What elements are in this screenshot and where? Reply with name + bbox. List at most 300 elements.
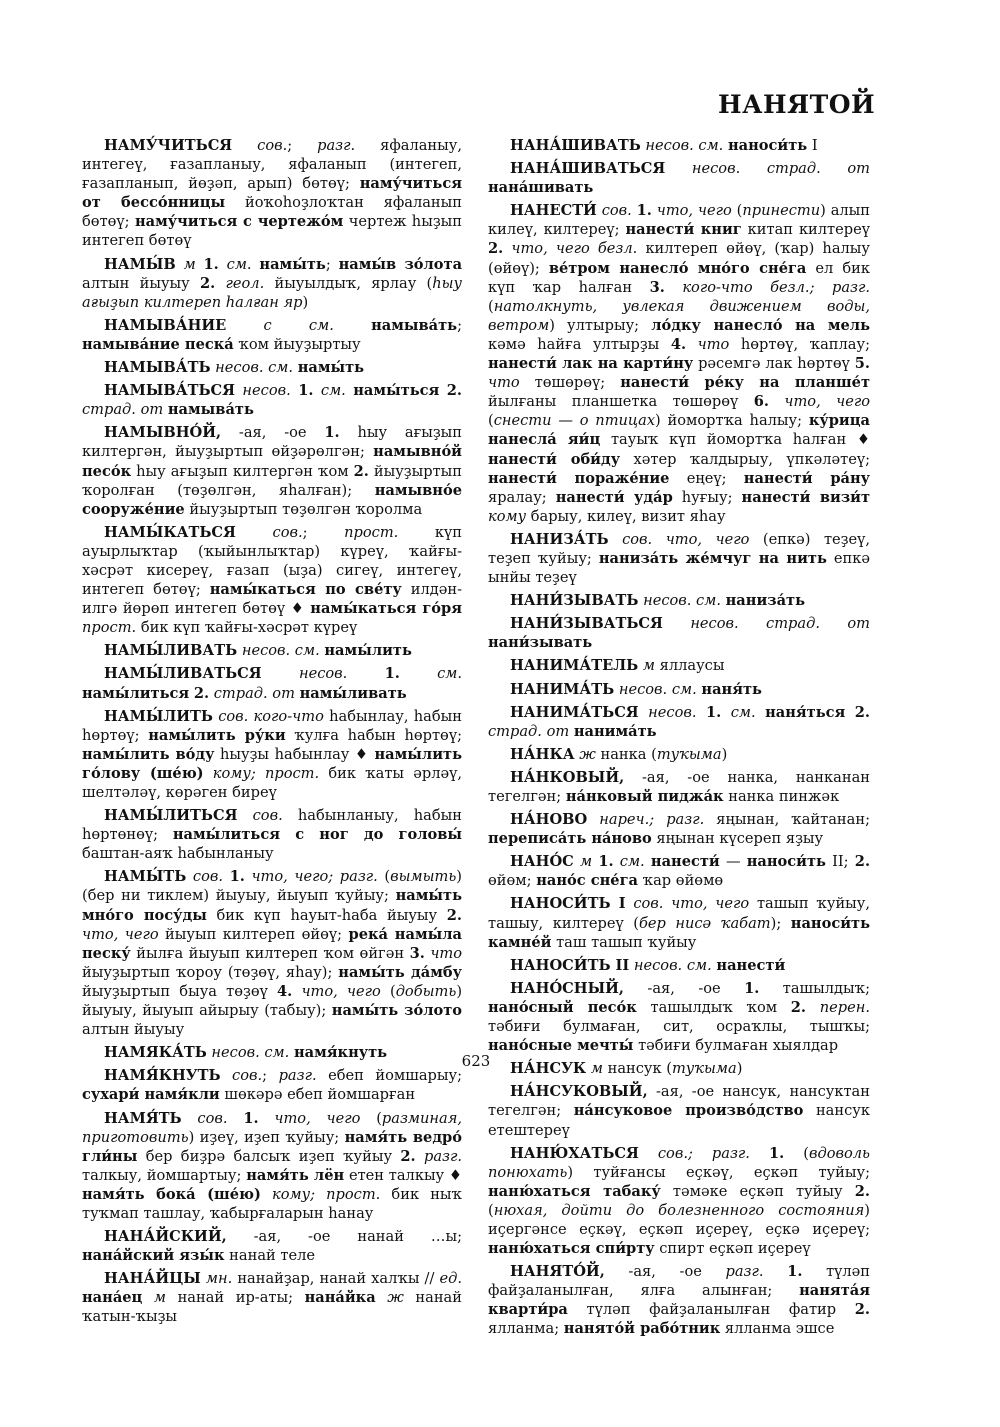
entry-text: ел бик күп ҡар һалған — [488, 259, 870, 296]
dictionary-entry — [82, 1043, 462, 1062]
dictionary-entry — [488, 810, 870, 848]
bold-phrase: 2. — [446, 382, 462, 400]
entry-text — [806, 999, 820, 1016]
entry-text: йыуҙыртып ҡороу (төҙөү, яһау); — [82, 963, 339, 981]
bold-phrase: нана́ец — [82, 1289, 143, 1307]
entry-headword: НА́НСУКОВЫЙ, — [510, 1083, 648, 1101]
italic-label: кого-что безл.; разг. — [682, 278, 871, 296]
entry-text: ташылдыҡ; — [759, 979, 870, 997]
entry-text: яралау; — [488, 488, 556, 506]
entry-text: ) йомортҡа һалыу; — [655, 412, 809, 430]
italic-label: разг. — [423, 1147, 463, 1165]
bold-phrase: наня́ться — [765, 703, 846, 721]
bold-phrase: 1. — [636, 202, 652, 220]
entry-text: һыу ағыҙып килтергән ҡом — [131, 462, 354, 480]
italic-label: несов. страд. от — [691, 160, 870, 178]
bold-phrase: намы́литься — [82, 684, 190, 702]
bold-phrase: 1. — [298, 382, 314, 400]
entry-headword: НА́НОВО — [510, 811, 588, 829]
entry-text — [686, 336, 698, 353]
bold-phrase: нано́сный песо́к — [488, 998, 637, 1016]
italic-label: вдоволь понюхать — [488, 1144, 871, 1181]
entry-text: нанай ир-аты; — [166, 1289, 305, 1307]
entry-text — [764, 1263, 788, 1280]
entry-text — [756, 704, 765, 721]
entry-headword: НАМЫВА́НИЕ — [104, 316, 227, 334]
italic-label: несов. страд. от — [690, 615, 870, 633]
entry-headword: НАНА́ЙСКИЙ, — [104, 1228, 227, 1246]
bold-phrase: на́нсуковое произво́дство — [573, 1102, 804, 1120]
entry-text: бер биҙрә балсыҡ иҙеп ҡуйыу — [137, 1147, 401, 1165]
entry-text: ; — [302, 523, 345, 541]
bold-phrase: 1. — [705, 703, 722, 721]
entry-text: -ая, -ое нанка, нанканан тегелгән; — [488, 768, 870, 805]
bold-phrase: ло́дку нанесло́ на мель — [651, 316, 870, 334]
entry-headword: НАНИМА́ТЬ — [510, 680, 615, 698]
entry-text — [313, 382, 320, 399]
entry-text: нанка пинжәк — [723, 788, 840, 805]
italic-label: ж — [387, 1289, 404, 1307]
entry-text: ) туйғансы еҫкәү, еҫкәп туйыу; — [567, 1163, 870, 1181]
entry-text: һыуҙы һабынлау ♦ — [214, 745, 375, 763]
entry-headword: НА́НСУК — [510, 1060, 587, 1078]
entry-text: барыу, килеү, визит яһау — [526, 507, 726, 525]
italic-label: сов. кого-что — [218, 707, 324, 725]
italic-label: добыть — [395, 982, 457, 1000]
entry-text: йыуҙыртып төҙөлгән ҡоролма — [184, 500, 423, 518]
entry-headword: НАНО́СНЫЙ, — [510, 979, 624, 997]
entry-text: күп ауырлыҡтар (ҡыйынлыҡтар) күреү, ҡайғы-хәсрәт кисереү, ғазап (ыҙа) сигеү, интегеү, интегеп бөтөү; — [82, 523, 462, 599]
italic-label: страд. от — [488, 722, 570, 740]
bold-phrase: намы́каться го́ря — [310, 600, 462, 618]
entry-text — [376, 1289, 388, 1306]
entry-text: ялланма эшсе — [720, 1320, 835, 1338]
entry-text: еңеү; — [669, 469, 744, 487]
dictionary-entry — [488, 530, 870, 587]
entry-text: түләп файҙаланылған фатир — [567, 1301, 855, 1319]
entry-text: кәмә һайға ултырҙы — [488, 335, 671, 353]
entry-text: ) — [302, 293, 309, 311]
entry-text: ҡом йыуҙыртыу — [233, 335, 361, 353]
italic-label: несов. см. — [633, 956, 712, 974]
italic-label: туҡыма — [671, 1060, 737, 1078]
dictionary-entry — [488, 680, 870, 699]
bold-phrase: 1. — [229, 868, 245, 886]
bold-phrase: переписа́ть на́ново — [488, 830, 652, 848]
entry-text — [261, 1186, 272, 1203]
bold-phrase: 2. — [854, 853, 871, 871]
entry-text: ялланма; — [488, 1320, 564, 1338]
entry-text: шөкәрә ебеп йомшарған — [219, 1086, 416, 1104]
entry-text — [347, 665, 384, 682]
italic-label: сов. — [601, 202, 632, 220]
italic-label: прост. — [82, 619, 137, 637]
entry-headword: НАНА́ЙЦЫ — [104, 1270, 201, 1288]
entry-text: йылғаны планшетка төшөрөү — [488, 393, 754, 411]
dictionary-entry — [82, 707, 462, 802]
bold-phrase: 1. — [203, 255, 219, 273]
dictionary-entry — [82, 381, 462, 419]
italic-label: несов. см. — [645, 137, 724, 154]
entry-text: төшөрөү; — [519, 374, 621, 392]
bold-phrase: нанести́ ре́ку на планше́т — [620, 374, 870, 392]
bold-phrase: нанести́ лак на карти́ну — [488, 355, 694, 373]
entry-text — [665, 160, 692, 177]
entry-text: өйөм; — [488, 872, 537, 890]
italic-label: нареч.; разг. — [599, 811, 705, 829]
bold-phrase: 1. — [384, 665, 400, 683]
dictionary-entry — [82, 641, 462, 660]
entry-text: яңынан, ҡайтанан; — [704, 811, 870, 829]
italic-label: м — [580, 853, 593, 871]
italic-label: разг. — [317, 137, 356, 154]
entry-text: -ая, -ое — [604, 1263, 726, 1281]
entry-text: нанай теле — [224, 1247, 316, 1265]
italic-label: ед. — [439, 1270, 463, 1288]
italic-label: сов. — [232, 1067, 263, 1085]
italic-label: прост. — [344, 523, 399, 541]
entry-headword: НАМЫ́ЛИТЬ — [104, 707, 213, 725]
entry-text: йоҡоһоҙлоҡтан яфаланып бөтөү; — [82, 194, 462, 231]
entry-text: һуғыу; — [672, 488, 742, 506]
bold-phrase: 2. — [400, 1147, 416, 1165]
italic-label: см. — [226, 255, 252, 273]
entry-text: ( — [731, 202, 743, 220]
entry-headword: НАМЫ́ЛИВАТЬСЯ — [104, 665, 262, 683]
entry-text — [665, 279, 683, 296]
bold-phrase: намы́ться — [353, 382, 440, 400]
bold-phrase: нано́сные мечты́ — [488, 1037, 634, 1055]
bold-phrase: наноси́ть — [746, 853, 826, 871]
entry-text: -ая, -ое — [624, 979, 745, 997]
entry-text: ҡар өйөмө — [638, 872, 724, 890]
entry-headword: НАНА́ШИВАТЬ — [510, 137, 641, 154]
italic-label: см. — [619, 853, 645, 871]
entry-headword: НА́НКОВЫЙ, — [510, 768, 625, 786]
entry-headword: НАМЯ́ТЬ — [104, 1109, 182, 1127]
italic-label: кому — [488, 507, 527, 525]
entry-headword: НАНИЗА́ТЬ — [510, 530, 609, 548]
entry-text — [215, 275, 225, 292]
bold-phrase: 1. — [787, 1263, 803, 1281]
italic-label: разминая, приготовить — [82, 1109, 463, 1146]
dictionary-entry — [82, 316, 462, 354]
entry-text: ( — [380, 982, 396, 1000]
entry-text: бик ҡаты әрләү, шелтәләү, көрәген биреү — [82, 764, 463, 801]
italic-label: что, чего; разг. — [251, 868, 378, 886]
entry-text: илдән-илгә йөрөп интегеп бөтөү ♦ — [82, 581, 463, 618]
bold-phrase: нано́с сне́га — [536, 872, 638, 890]
entry-text: ташылдыҡ ҡом — [636, 998, 791, 1016]
entry-text: нанка ( — [595, 745, 657, 763]
bold-phrase: намы́ливать — [299, 684, 407, 702]
entry-headword: НАМЫВА́ТЬ — [104, 359, 211, 377]
bold-phrase: 5. — [854, 355, 870, 373]
entry-text: йылға йыуып килтереп ҡом өйгән — [130, 944, 410, 962]
italic-label: сов. что, чего — [633, 895, 750, 913]
entry-headword: НАМЫ́ТЬ — [104, 868, 187, 886]
bold-phrase: наноси́ть — [727, 137, 808, 154]
entry-text: нансук етештереү — [488, 1102, 870, 1139]
entry-text: һыу ағыҙып килтергән, йыуҙыртып өйҙәрөлгән; — [82, 424, 462, 461]
bold-phrase: нанести́ — [716, 956, 786, 974]
entry-text — [236, 524, 273, 541]
entry-text — [587, 811, 599, 828]
bold-phrase: наноси́ть камне́й — [488, 914, 870, 951]
bold-phrase: 2. — [854, 1301, 870, 1319]
entry-headword: НАМЫ́ЛИВАТЬ — [104, 642, 238, 660]
italic-label: несов. см. — [618, 680, 697, 698]
entry-text: ; — [325, 255, 339, 273]
entry-text: ( — [784, 1144, 809, 1162]
bold-phrase: нана́йский язы́к — [82, 1247, 225, 1265]
bold-phrase: намы́лить го́лову (ше́ю) — [82, 745, 462, 782]
entry-text — [697, 704, 706, 721]
italic-label: нюхая, дойти до болезненного состояния — [493, 1201, 865, 1219]
entry-text: таш ташып ҡуйыу — [551, 933, 697, 951]
italic-label: несов. см. — [211, 1044, 290, 1062]
entry-text: — — [719, 853, 747, 871]
entry-text: ; — [262, 1067, 279, 1085]
entry-text — [439, 382, 446, 399]
entry-text: (епкә) теҙеү, теҙеп ҡуйыу; — [488, 530, 871, 567]
bold-phrase: намы́ть да́мбу — [338, 963, 462, 981]
bold-phrase: сухари́ намя́кли — [82, 1086, 220, 1104]
bold-phrase: 2. — [790, 998, 807, 1016]
entry-text: һөртөү, ҡаплау; — [729, 335, 870, 353]
bold-phrase: намя́кнуть — [293, 1044, 388, 1062]
entry-text — [219, 256, 227, 273]
entry-headword: НА́НКА — [510, 745, 575, 763]
entry-text: тәбиғи булмаған, сит, осраҡлы, тышҡы; — [488, 1018, 870, 1036]
bold-phrase: намя́ть лён — [246, 1166, 345, 1184]
entry-headword: НАМЯКА́ТЬ — [104, 1044, 207, 1062]
bold-phrase: намыва́ть — [167, 401, 254, 419]
bold-phrase: нанести́ уда́р — [555, 488, 673, 506]
page-number: 623 — [461, 1052, 491, 1070]
entry-text: баштан-аяҡ һабынланыу — [82, 845, 274, 863]
entry-text: -ая, -ое нанай …ы; — [226, 1228, 462, 1246]
dictionary-entry — [488, 136, 870, 155]
italic-label: сов. что, чего — [622, 530, 750, 548]
entry-text — [845, 704, 854, 721]
entry-headword: НАНЯТО́Й, — [510, 1263, 605, 1281]
entry-text — [226, 317, 263, 334]
italic-label: что, чего — [301, 982, 381, 1000]
bold-phrase: намы́лить ру́ки — [148, 726, 286, 744]
italic-label: кому; прост. — [212, 764, 320, 782]
bold-phrase: нана́шивать — [488, 179, 594, 197]
bold-phrase: 3. — [409, 944, 425, 962]
bold-phrase: на́нковый пиджа́к — [565, 788, 724, 805]
italic-label: мн. — [205, 1270, 233, 1288]
italic-label: что — [488, 374, 520, 392]
entry-text: алтын йыуыу — [82, 274, 200, 292]
italic-label: м — [153, 1289, 167, 1307]
entry-text: ебеп йомшарыу; — [316, 1067, 462, 1085]
bold-phrase: 2. — [854, 1182, 870, 1200]
entry-text: нанай ҡатын-ҡыҙы — [82, 1289, 462, 1326]
italic-label: сов. — [272, 523, 303, 541]
dictionary-entry — [82, 358, 462, 377]
italic-label: см. — [437, 665, 463, 683]
entry-text — [639, 1145, 658, 1162]
italic-label: сов. — [252, 807, 283, 825]
bold-phrase: намы́литься с ног до головы́ — [172, 826, 462, 844]
bold-phrase: наму́читься от бессо́нницы — [82, 175, 462, 212]
entry-text — [186, 868, 193, 885]
bold-phrase: 3. — [649, 278, 665, 296]
italic-label: несов. см. — [241, 642, 320, 660]
italic-label: вымыть — [390, 868, 457, 886]
entry-text: етен талкыу ♦ — [344, 1166, 462, 1184]
bold-phrase: нанята́я кварти́ра — [488, 1282, 870, 1319]
entry-headword: НАНИ́ЗЫВАТЬ — [510, 592, 639, 610]
bold-phrase: нана́йка — [304, 1289, 376, 1307]
entry-text: ) алып килеү, килтереү; — [488, 202, 871, 239]
entry-text: бик күп ҡайғы-хәсрәт күреү — [136, 619, 358, 637]
bold-phrase: нанести́ пораже́ние — [488, 469, 670, 487]
entry-headword: НАНЮ́ХАТЬСЯ — [510, 1144, 639, 1162]
bold-phrase: намыва́ние песка́ — [82, 335, 234, 353]
bold-phrase: 4. — [277, 982, 293, 1000]
italic-label: геол. — [225, 274, 265, 292]
dictionary-entry — [488, 1082, 870, 1139]
bold-phrase: намы́ть — [297, 359, 365, 377]
italic-label: разг. — [725, 1263, 764, 1281]
dictionary-entry — [82, 1269, 462, 1326]
entry-headword: НАМЫ́ЛИТЬСЯ — [104, 807, 238, 825]
dictionary-entry — [488, 956, 870, 975]
italic-label: несов. см. — [643, 592, 721, 610]
left-column — [82, 136, 462, 1331]
italic-label: что — [430, 944, 463, 962]
italic-label: м — [590, 1060, 603, 1078]
dictionary-entry — [488, 894, 870, 951]
bold-phrase: нанести́ книг — [625, 221, 742, 239]
entry-text: тәбиғи булмаған хыялдар — [633, 1037, 839, 1055]
dictionary-entry — [488, 591, 870, 610]
italic-label: что, чего — [82, 925, 159, 943]
entry-text — [228, 1110, 244, 1127]
dictionary-entry — [82, 136, 462, 251]
entry-text: ) йыуыу, йыуып айырыу (табыу); — [82, 982, 463, 1020]
entry-text: нансук ( — [602, 1060, 672, 1078]
italic-label: что — [697, 335, 730, 353]
entry-headword: НАМЫВА́ТЬСЯ — [104, 382, 235, 400]
bold-phrase: намы́лить во́ду — [82, 745, 215, 763]
entry-text: килтереп өйөү, (ҡар) һалыу (өйөү); — [488, 240, 871, 277]
italic-label: сов.; разг. — [657, 1144, 750, 1162]
dictionary-entry — [82, 806, 462, 863]
entry-text — [204, 765, 213, 782]
bold-phrase: наню́хаться спи́рту — [488, 1240, 655, 1258]
entry-text: ташып ҡуйыу, ташыу, килтереү ( — [488, 895, 871, 932]
italic-label: м — [183, 255, 196, 273]
entry-text — [142, 1289, 154, 1306]
bold-phrase: намы́ть зо́лото — [331, 1002, 463, 1020]
entry-text: талкыу, йомшартыу; — [82, 1166, 247, 1184]
entry-text: китап килтереү — [741, 221, 870, 239]
entry-text: чертеж һыҙып интегеп бөтөү — [82, 213, 462, 250]
entry-text: ( — [360, 1109, 382, 1127]
dictionary-entry — [488, 1144, 870, 1259]
entry-headword: НАНИМА́ТЕЛЬ — [510, 657, 639, 675]
entry-text: епкә ынйы теҙеү — [488, 549, 871, 587]
bold-phrase: наню́хаться табаку́ — [488, 1182, 661, 1200]
dictionary-entry — [82, 1227, 462, 1265]
italic-label: м — [642, 657, 655, 675]
entry-text: ) иҙеү, иҙеп ҡуйыу; — [188, 1128, 345, 1146]
entry-text: ) иҫергәнсе еҫкәү, еҫкәп иҫереү, еҫкә иҫереү; — [488, 1201, 870, 1238]
bold-phrase: 2. — [193, 684, 210, 702]
dictionary-entry — [82, 255, 462, 312]
entry-text — [237, 807, 252, 824]
bold-phrase: 1. — [768, 1144, 785, 1162]
bold-phrase: 1. — [324, 424, 340, 442]
entry-text — [259, 1110, 275, 1127]
entry-headword: НАМУ́ЧИТЬСЯ — [104, 137, 233, 154]
entry-text: нанайҙар, нанай халҡы // — [232, 1270, 440, 1288]
bold-phrase: 6. — [753, 393, 769, 411]
entry-text — [663, 615, 690, 632]
bold-phrase: намы́ть — [259, 255, 326, 273]
bold-phrase: нани́зывать — [488, 634, 593, 652]
bold-phrase: наня́ть — [701, 680, 762, 698]
bold-phrase: наму́читься с чертежо́м — [134, 213, 344, 231]
bold-phrase: нанести́ визи́т — [741, 488, 870, 506]
entry-text: бик күп һауыт-һаба йыуыу — [206, 906, 447, 924]
italic-label: страд. от — [82, 401, 164, 419]
italic-label: натолкнуть, увлекая движением воды, ветром — [488, 297, 870, 334]
bold-phrase: 1. — [598, 853, 614, 871]
entry-text: ) ултырыу; — [549, 316, 652, 334]
dictionary-entry — [488, 201, 870, 526]
italic-label: что, чего — [784, 393, 871, 411]
entry-text — [223, 868, 230, 885]
entry-text: ) — [721, 745, 728, 763]
entry-headword: НАНА́ШИВАТЬСЯ — [510, 160, 666, 178]
bold-phrase: нанести́ оби́ду — [488, 450, 621, 468]
entry-text — [400, 665, 437, 682]
entry-text — [262, 665, 299, 682]
entry-text: -ая, -ое нансук, нансуктан тегелгән; — [488, 1083, 870, 1120]
dictionary-entry — [82, 867, 462, 1039]
entry-text: ; — [287, 137, 318, 154]
entry-text: -ая, -ое — [221, 424, 325, 442]
entry-headword: НАНОСИ́ТЬ II — [510, 956, 630, 974]
italic-label: с см. — [263, 316, 334, 334]
bold-phrase: 2. — [353, 462, 369, 480]
italic-label: страд. от — [213, 684, 295, 702]
entry-text — [221, 1067, 233, 1084]
italic-label: см. — [320, 382, 346, 400]
bold-phrase: 2. — [200, 274, 216, 292]
italic-label: һыу ағыҙып килтереп һалған яр — [82, 274, 463, 311]
italic-label: бер нисә ҡабат — [638, 914, 771, 932]
bold-phrase: 1. — [243, 1109, 259, 1127]
entry-text — [639, 704, 648, 721]
entry-text — [750, 1145, 769, 1162]
entry-headword: НАМЫ́КАТЬСЯ — [104, 523, 236, 541]
dictionary-entry — [82, 1109, 462, 1224]
bold-phrase: намывно́й песо́к — [82, 443, 462, 480]
entry-text: хәтер ҡалдырыу, үпкәләтеү; — [620, 450, 870, 468]
entry-text: рәсемгә лак һөртөү — [693, 355, 855, 373]
entry-text: йыуылдыҡ, ярлау ( — [264, 274, 433, 292]
bold-phrase: 1. — [744, 979, 760, 997]
entry-text — [176, 256, 184, 273]
